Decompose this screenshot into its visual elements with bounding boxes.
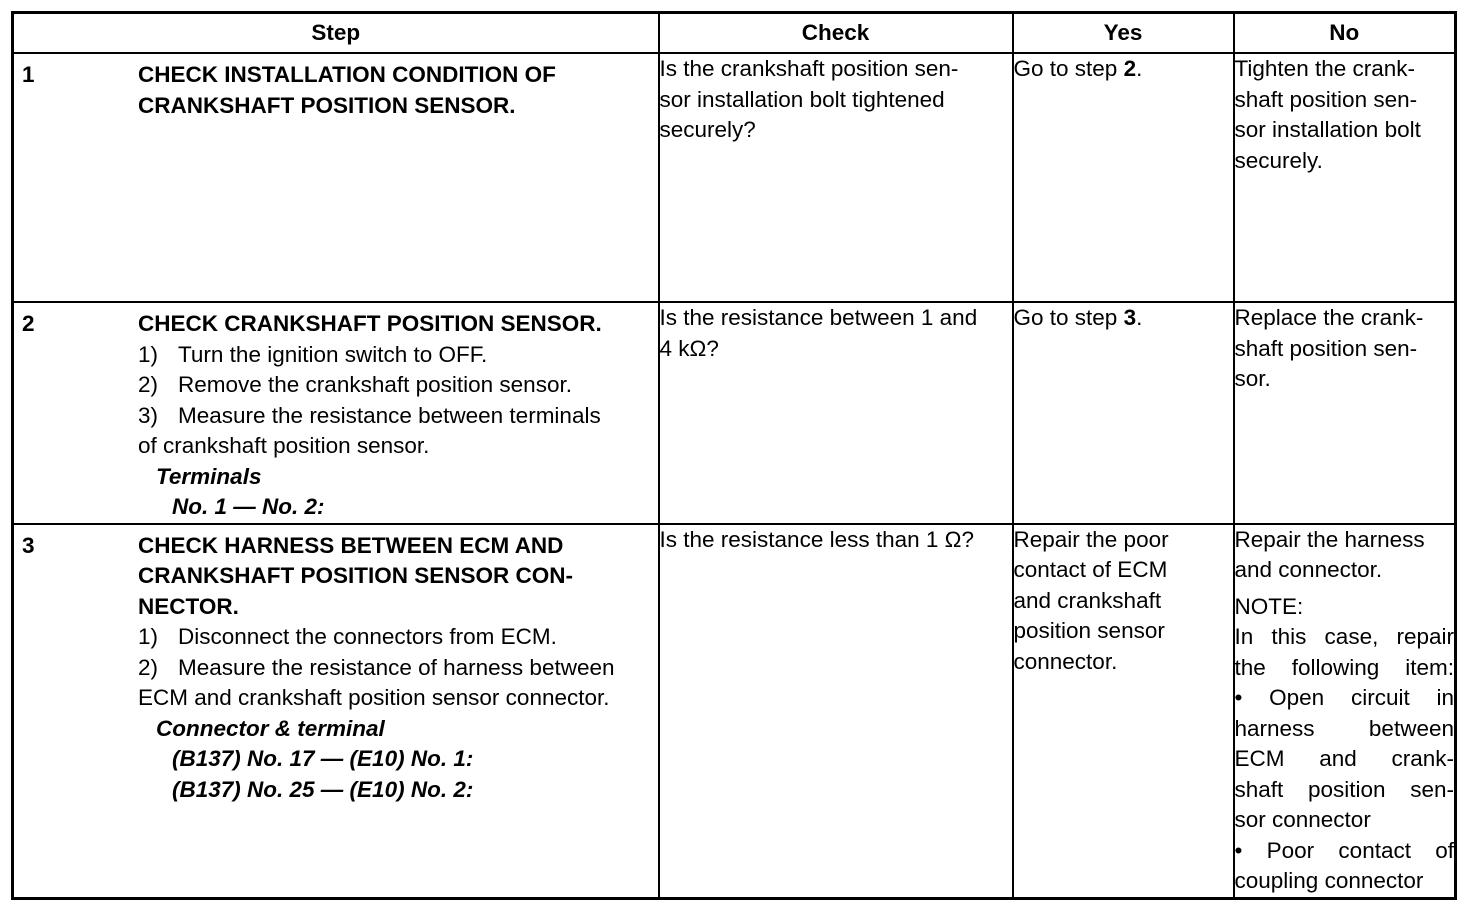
note-line: ECM and crank- bbox=[1234, 746, 1454, 771]
table-row-step-3 bbox=[13, 524, 1456, 899]
step-cell bbox=[13, 524, 659, 899]
substep-number: 1) bbox=[138, 341, 159, 367]
step-title: CHECK INSTALLATION CONDITION OF CRANKSHAFT POSITION SENSOR. bbox=[138, 62, 556, 118]
substep bbox=[138, 370, 652, 401]
note-line: harness between bbox=[1234, 715, 1454, 741]
step-number: 1 bbox=[22, 62, 35, 87]
substep-text: Disconnect the connectors from ECM. bbox=[178, 624, 557, 649]
step-title: CHECK CRANKSHAFT POSITION SENSOR. bbox=[138, 311, 602, 336]
yes-cell bbox=[1013, 302, 1234, 524]
connector-label: Connector & terminal bbox=[156, 715, 385, 741]
substep-text: Measure the resistance of harness between bbox=[178, 654, 615, 680]
yes-prefix: Go to step bbox=[1013, 56, 1124, 81]
connector-value: (B137) No. 17 — (E10) No. 1: bbox=[172, 746, 474, 771]
note-line: • Poor contact of bbox=[1234, 837, 1454, 863]
note-line: • Open circuit in bbox=[1234, 685, 1454, 710]
substep-continuation: of crankshaft position sensor. bbox=[138, 433, 430, 458]
no-cell: Tighten the crank- shaft position sen- sor installation bolt securely. bbox=[1234, 53, 1456, 302]
substep-continuation: ECM and crankshaft position sensor connector. bbox=[138, 685, 610, 710]
check-cell: Is the resistance less than 1 Ω? bbox=[659, 524, 1013, 899]
substep-number: 2) bbox=[138, 654, 159, 680]
yes-cell bbox=[1013, 53, 1234, 302]
yes-suffix: . bbox=[1136, 305, 1143, 330]
header-no: No bbox=[1234, 13, 1456, 54]
check-cell: Is the resistance between 1 and 4 kΩ? bbox=[659, 302, 1013, 524]
terminals-label: Terminals bbox=[156, 463, 262, 489]
note-line: shaft position sen- bbox=[1234, 776, 1454, 802]
step-cell bbox=[13, 53, 659, 302]
note-line: the following item: bbox=[1234, 654, 1454, 680]
note-line: coupling connector bbox=[1234, 868, 1424, 893]
connector-value: (B137) No. 25 — (E10) No. 2: bbox=[172, 776, 474, 802]
step-title: CHECK HARNESS BETWEEN ECM AND CRANKSHAFT POSITION SENSOR CON- NECTOR. bbox=[138, 532, 574, 619]
substep-number: 2) bbox=[138, 372, 159, 397]
step-number: 2 bbox=[22, 311, 35, 336]
substep bbox=[138, 340, 652, 371]
check-cell: Is the crankshaft position sen- sor installation bolt tightened securely? bbox=[659, 53, 1013, 302]
substep-text: Measure the resistance between terminals bbox=[178, 402, 601, 428]
no-intro: Repair the harness and connector. bbox=[1234, 526, 1425, 582]
step-link: 2 bbox=[1123, 56, 1137, 81]
yes-suffix: . bbox=[1136, 56, 1143, 81]
yes-cell: Repair the poor contact of ECM and crankshaft position sensor connector. bbox=[1013, 524, 1234, 899]
no-cell: Replace the crank- shaft position sen- sor. bbox=[1234, 302, 1456, 524]
note-line: In this case, repair bbox=[1234, 624, 1454, 649]
header-check: Check bbox=[659, 13, 1013, 54]
note-label: NOTE: bbox=[1234, 593, 1304, 619]
header-row bbox=[13, 13, 1456, 54]
step-number: 3 bbox=[22, 532, 35, 558]
substep-number: 1) bbox=[138, 624, 159, 649]
yes-prefix: Go to step bbox=[1013, 305, 1124, 330]
note-line: sor connector bbox=[1234, 807, 1371, 832]
header-step: Step bbox=[13, 13, 659, 54]
table-row-step-1 bbox=[13, 53, 1456, 302]
no-cell bbox=[1234, 524, 1456, 899]
substep bbox=[138, 622, 652, 653]
diagnostic-table bbox=[11, 11, 1457, 900]
substep bbox=[138, 401, 652, 432]
step-cell bbox=[13, 302, 659, 524]
step-link: 3 bbox=[1123, 305, 1137, 330]
table-row-step-2 bbox=[13, 302, 1456, 524]
substep-text: Turn the ignition switch to OFF. bbox=[178, 341, 488, 367]
terminal-value: No. 1 — No. 2: bbox=[172, 494, 325, 519]
header-yes: Yes bbox=[1013, 13, 1234, 54]
substep-text: Remove the crankshaft position sensor. bbox=[178, 372, 572, 397]
substep bbox=[138, 653, 652, 684]
substep-number: 3) bbox=[138, 402, 159, 428]
